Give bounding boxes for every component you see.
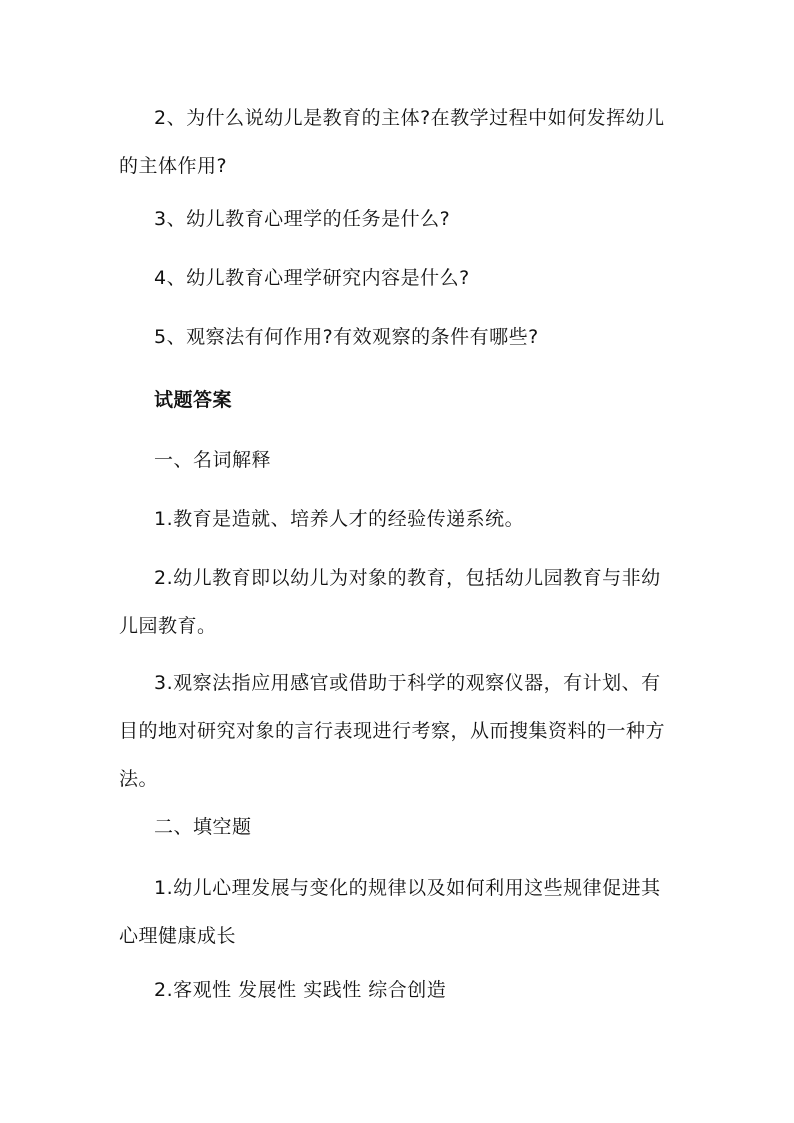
section-1-item-3: 3.观察法指应用感官或借助于科学的观察仪器，有计划、有目的地对研究对象的言行表现进行考察，从而搜集资料的一种方法。 (119, 672, 666, 790)
section-2-item-1: 1.幼儿心理发展与变化的规律以及如何利用这些规律促进其心理健康成长 (119, 877, 661, 947)
section-1-item-2: 2.幼儿教育即以幼儿为对象的教育，包括幼儿园教育与非幼儿园教育。 (119, 567, 661, 637)
section-2-item-2: 2.客观性 发展性 实践性 综合创造 (154, 979, 447, 1001)
answers-heading: 试题答案 (154, 389, 233, 411)
question-5: 5、观察法有何作用?有效观察的条件有哪些? (154, 326, 539, 348)
question-2: 2、为什么说幼儿是教育的主体?在教学过程中如何发挥幼儿的主体作用? (119, 107, 665, 177)
section-1-title: 一、名词解释 (154, 449, 272, 471)
section-1-item-1: 1.教育是造就、培养人才的经验传递系统。 (154, 508, 525, 530)
section-2-title: 二、填空题 (154, 816, 252, 838)
question-3: 3、幼儿教育心理学的任务是什么? (154, 208, 451, 230)
question-4: 4、幼儿教育心理学研究内容是什么? (154, 267, 470, 289)
